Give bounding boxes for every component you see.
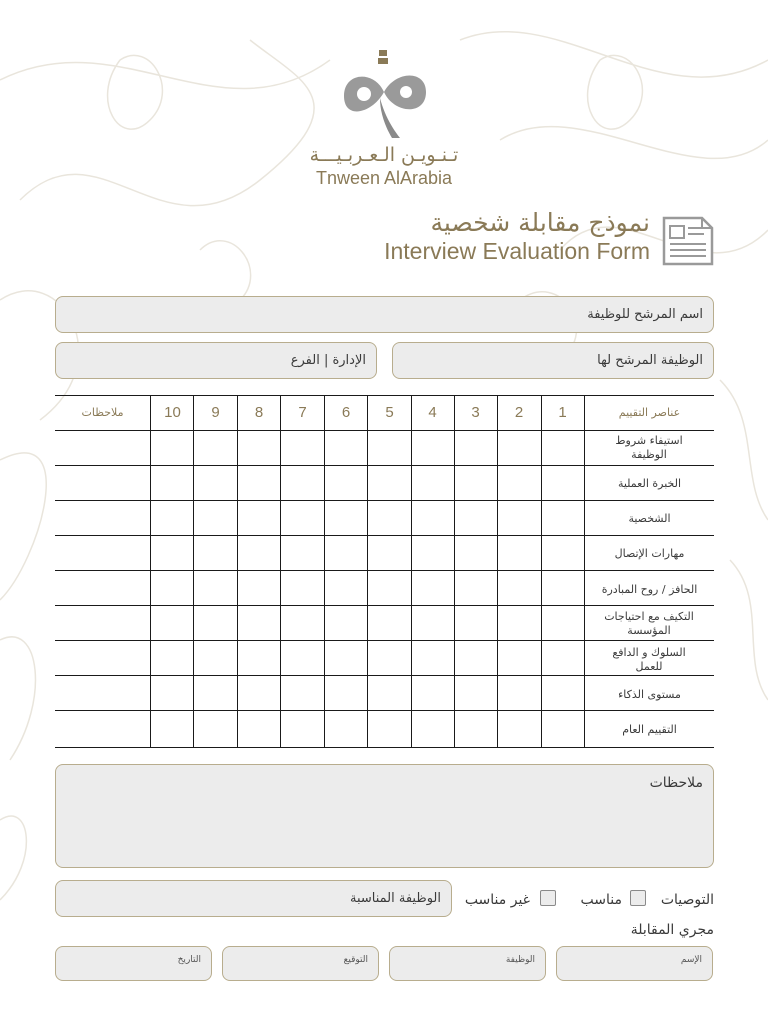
target-job-field[interactable]: الوظيفة المرشح لها (392, 342, 714, 379)
score-header-5: 5 (385, 404, 394, 421)
form-title-arabic: نموذج مقابلة شخصية (430, 208, 650, 237)
interviewer-label: مجري المقابلة (630, 922, 714, 938)
score-header-8: 8 (254, 404, 264, 421)
criterion-behavior-drive: السلوك و الدافع للعمل (612, 646, 686, 673)
form-title-english: Interview Evaluation Form (384, 238, 650, 264)
suitable-label: مناسب (580, 892, 622, 908)
suitable-checkbox[interactable] (630, 890, 646, 906)
score-header-10: 10 (164, 404, 181, 421)
score-header-2: 2 (514, 404, 524, 421)
score-header-7: 7 (298, 404, 307, 421)
criteria-column-header: عناصر التقييم (618, 406, 681, 419)
department-branch-field[interactable]: الإدارة | الفرع (55, 342, 377, 379)
notes-textarea[interactable]: ملاحظات (55, 764, 714, 868)
interviewer-position-field[interactable]: الوظيفة (389, 946, 546, 981)
criterion-adaptability: التكيف مع احتياجات المؤسسة (604, 610, 694, 637)
interviewer-signature-field[interactable]: التوقيع (222, 946, 379, 981)
document-form-icon (662, 216, 714, 266)
brand-name-english: Tnween AlArabia (315, 168, 453, 188)
criterion-communication-skills: مهارات الإتصال (614, 547, 685, 560)
candidate-name-field[interactable]: اسم المرشح للوظيفة (55, 296, 714, 333)
criterion-job-requirements: استيفاء شروط الوظيفة (615, 434, 683, 461)
brand-logo-mark (334, 48, 434, 144)
interview-date-field[interactable]: التاريخ (55, 946, 212, 981)
criterion-intelligence-level: مستوى الذكاء (618, 688, 681, 701)
score-header-4: 4 (428, 404, 437, 421)
brand-name-arabic: تـنـويـن الـعـربـيـــة (309, 144, 459, 166)
score-header-1: 1 (558, 404, 567, 421)
recommendations-label: التوصيات (660, 892, 714, 908)
not-suitable-checkbox[interactable] (540, 890, 556, 906)
criterion-personality: الشخصية (628, 512, 671, 525)
suitable-job-field[interactable]: الوظيفة المناسبة (55, 880, 452, 917)
score-header-3: 3 (471, 404, 480, 421)
criterion-overall-rating: التقييم العام (622, 723, 677, 736)
criterion-work-experience: الخبرة العملية (617, 477, 682, 490)
criterion-motivation-initiative: الحافز / روح المبادرة (601, 583, 698, 596)
notes-column-header: ملاحظات (81, 406, 124, 419)
score-header-6: 6 (341, 404, 351, 421)
score-header-9: 9 (211, 404, 220, 421)
not-suitable-label: غير مناسب (464, 892, 530, 908)
interviewer-name-field[interactable]: الإسم (556, 946, 713, 981)
